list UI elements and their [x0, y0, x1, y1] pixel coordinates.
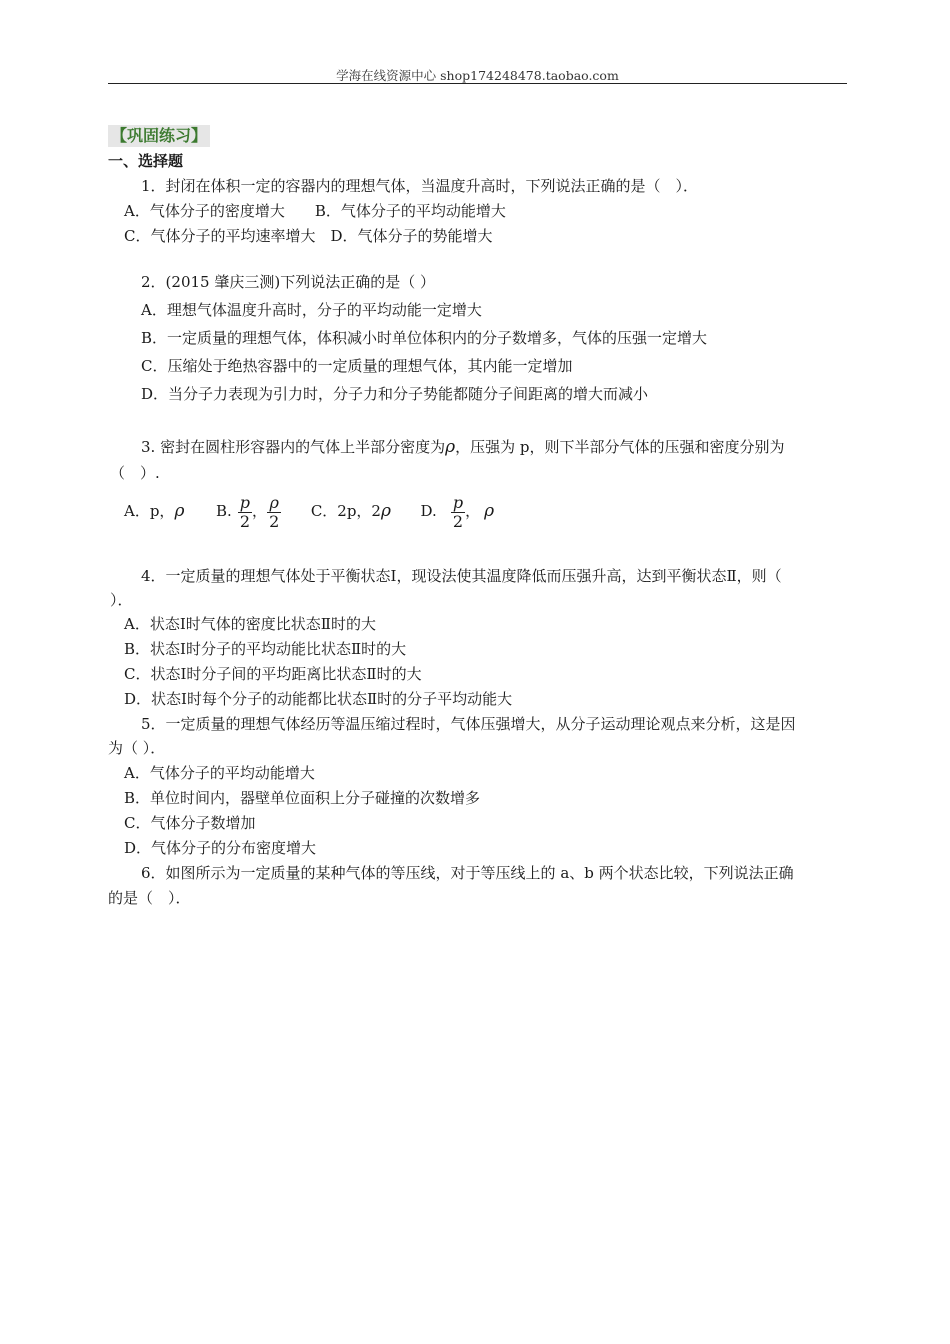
q5-stem-line2: 为（ ）．: [108, 739, 166, 757]
q5-option-d: D．气体分子的分布密度增大: [124, 839, 317, 857]
q3-stem-part2: ，压强为 p，则下半部分气体的压强和密度分别为: [455, 438, 785, 456]
section-tag: 【巩固练习】: [108, 125, 210, 147]
q5-stem: 5．一定质量的理想气体经历等温压缩过程时，气体压强增大，从分子运动理论观点来分析，这是因: [141, 715, 796, 733]
q1-stem: 1．封闭在体积一定的容器内的理想气体，当温度升高时，下列说法正确的是（ ）．: [141, 177, 699, 195]
q2-stem: 2．(2015 肇庆三测)下列说法正确的是（ ）: [141, 273, 435, 291]
q2-option-a: A．理想气体温度升高时，分子的平均动能一定增大: [141, 301, 482, 319]
q3-stem: [141, 437, 784, 457]
fraction-rho-over-2: $\frac{\rho}{2}$: [269, 492, 280, 531]
fraction-p-over-2: $\frac{p}{2}$: [239, 492, 251, 531]
q4-stem-line2: ）．: [110, 591, 133, 609]
header-divider: [108, 83, 847, 84]
q5-option-a: A．气体分子的平均动能增大: [124, 764, 315, 782]
q6-stem: 6．如图所示为一定质量的某种气体的等压线，对于等压线上的 a、b 两个状态比较，下列说法正确: [141, 864, 794, 882]
q4-option-b: B．状态Ⅰ时分子的平均动能比状态Ⅱ时的大: [124, 640, 407, 658]
q2-option-b: B．一定质量的理想气体，体积减小时单位体积内的分子数增多，气体的压强一定增大: [141, 329, 708, 347]
q3-stem-part1: 3. 密封在圆柱形容器内的气体上半部分密度为: [141, 438, 446, 456]
q3-option-a: A．p，ρ: [124, 501, 185, 521]
page-header: 学海在线资源中心 shop174248478.taobao.com: [336, 68, 619, 83]
q4-option-d: D．状态Ⅰ时每个分子的动能都比状态Ⅱ时的分子平均动能大: [124, 690, 513, 708]
q2-option-c: C．压缩处于绝热容器中的一定质量的理想气体，其内能一定增加: [141, 357, 573, 375]
q5-option-b: B．单位时间内，器壁单位面积上分子碰撞的次数增多: [124, 789, 481, 807]
q1-options-row1: A．气体分子的密度增大 B．气体分子的平均动能增大: [124, 202, 506, 220]
q3-stem-line2: （ ）.: [110, 464, 160, 482]
q3-option-c: C．2p，2ρ: [310, 501, 391, 521]
q4-stem: 4．一定质量的理想气体处于平衡状态Ⅰ，现设法使其温度降低而压强升高，达到平衡状态Ⅱ，则（: [141, 567, 782, 585]
fraction-p-over-2: $\frac{p}{2}$: [452, 492, 464, 531]
q3-option-b: B. $\frac{p}{2}$ ， $\frac{\rho}{2}$: [216, 492, 280, 531]
q3-option-d: D. $\frac{p}{2}$ ， ρ: [420, 492, 495, 531]
q5-option-c: C．气体分子数增加: [124, 814, 256, 832]
q3-options: [124, 491, 494, 531]
q1-options-row2: C．气体分子的平均速率增大 D．气体分子的势能增大: [124, 227, 493, 245]
rho-symbol: ρ: [445, 437, 456, 457]
q4-option-a: A．状态Ⅰ时气体的密度比状态Ⅱ时的大: [124, 615, 376, 633]
q6-stem-line2: 的是（ ）．: [108, 889, 191, 907]
q2-option-d: D．当分子力表现为引力时，分子力和分子势能都随分子间距离的增大而减小: [141, 385, 649, 403]
section-heading: 一、选择题: [108, 152, 184, 170]
q4-option-c: C．状态Ⅰ时分子间的平均距离比状态Ⅱ时的大: [124, 665, 422, 683]
